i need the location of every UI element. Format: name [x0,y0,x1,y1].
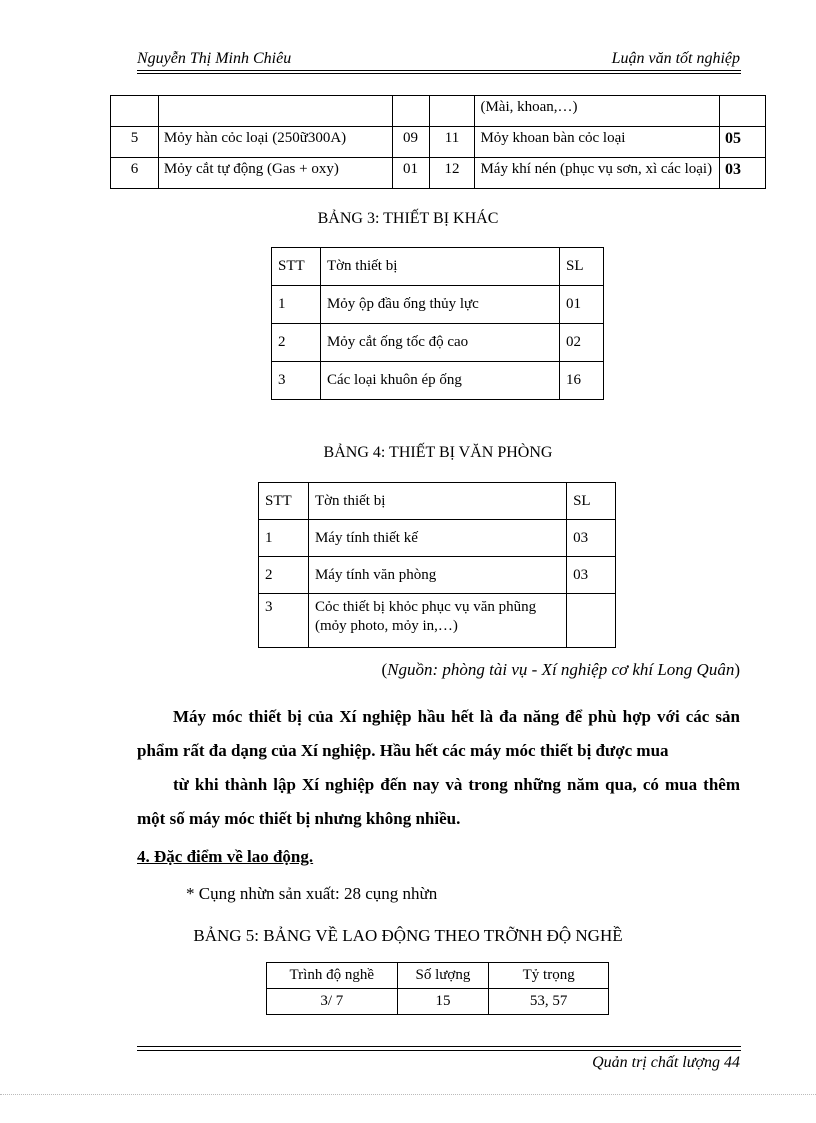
source-paren-close: ) [734,660,740,679]
table-cell: 3 [272,362,321,400]
table-header-cell: Trình độ nghề [267,963,398,989]
table-cell [429,96,475,127]
table-header-row [267,963,609,989]
table-cell: 53, 57 [489,989,609,1015]
header-rule [137,73,741,74]
table-cell: Các loại khuôn ép ống [320,362,559,400]
table4 [258,482,616,648]
table-row [272,362,604,400]
section-heading: 4. Đặc điểm về lao động. [137,847,314,866]
table4-caption: BẢNG 4: THIẾT BỊ VĂN PHÒNG [323,444,553,461]
table-cell: 5 [111,127,159,158]
page-boundary [0,1094,816,1095]
source-paren-open: ( [381,660,388,679]
table-row [111,96,766,127]
table-cell: 3/ 7 [267,989,398,1015]
table-header-cell: Tỷ trọng [489,963,609,989]
table-cell: 03 [567,557,616,594]
table3 [271,247,604,400]
table-cell [111,96,159,127]
source-text: Nguồn: phòng tài vụ - Xí nghiệp cơ khí Long Quân [387,660,735,679]
table-cell: 02 [560,324,604,362]
paragraph: Máy móc thiết bị của Xí nghiệp hầu hết là đa năng để phù hợp với các sản phẩm rất đa dạng của Xí nghiệp. Hầu hết các máy móc thiết bị được mua [137,707,740,760]
table-header-cell: Số lượng [397,963,489,989]
table-cell [567,594,616,648]
table-header-cell: SL [560,248,604,286]
table-cell: Mỏy cắt tự động (Gas + oxy) [158,158,392,189]
header-title: Luận văn tốt nghiệp [611,50,740,67]
table-cell: 1 [272,286,321,324]
table-row [267,989,609,1015]
table-cell: 03 [567,520,616,557]
source-note [382,660,741,680]
table-cell: Mỏy ộp đầu ống thủy lực [320,286,559,324]
table-cell: 6 [111,158,159,189]
table-cell: 01 [392,158,429,189]
table-row [272,286,604,324]
table-cell: 12 [429,158,475,189]
table-header-cell: Tờn thiết bị [308,483,566,520]
header-rule [137,70,741,71]
footer-rule [137,1046,741,1047]
table-cell [720,96,766,127]
table-header-cell: STT [259,483,309,520]
table-row [259,520,616,557]
table-cell: 3 [259,594,309,648]
table-cell [392,96,429,127]
table-cell: Máy tính thiết kế [308,520,566,557]
table-cell: 11 [429,127,475,158]
table-cell: Cỏc thiết bị khỏc phục vụ văn phũng (mỏy photo, mỏy in,…) [308,594,566,648]
bullet-text: * Cụng nhừn sản xuất: 28 cụng nhừn [186,884,438,903]
table-header-cell: STT [272,248,321,286]
table-row [111,127,766,158]
table-cell: 1 [259,520,309,557]
table-cell: 03 [720,158,766,189]
table-cell [158,96,392,127]
table-cell: 16 [560,362,604,400]
table-header-cell: SL [567,483,616,520]
footer-rule [137,1050,741,1051]
table-row [259,594,616,648]
table-cell: Mỏy khoan bàn cỏc loại [475,127,720,158]
table-cell: Mỏy hàn cỏc loại (250ữ300A) [158,127,392,158]
table-cell: 15 [397,989,489,1015]
table-cell: 2 [259,557,309,594]
table3-caption: BẢNG 3: THIẾT BỊ KHÁC [317,210,499,227]
table-cell: (Mài, khoan,…) [475,96,720,127]
table-cell: 01 [560,286,604,324]
table-row [272,324,604,362]
table-row [259,557,616,594]
table-header-row [259,483,616,520]
header-author: Nguyễn Thị Minh Chiêu [137,50,292,67]
table-row [111,158,766,189]
table-cell: 2 [272,324,321,362]
table5 [266,962,609,1015]
equipment-table-continued [110,95,766,189]
table-cell: 05 [720,127,766,158]
table-header-row [272,248,604,286]
footer-text: Quản trị chất lượng 44 [592,1054,740,1071]
table-cell: 09 [392,127,429,158]
table-header-cell: Tờn thiết bị [320,248,559,286]
table-cell: Máy khí nén (phục vụ sơn, xì các loại) [475,158,720,189]
table-cell: Mỏy cắt ống tốc độ cao [320,324,559,362]
table-cell: Máy tính văn phòng [308,557,566,594]
table5-caption: BẢNG 5: BẢNG VỀ LAO ĐỘNG THEO TRỠNH ĐỘ NGHỀ [193,926,623,945]
paragraph: từ khi thành lập Xí nghiệp đến nay và trong những năm qua, có mua thêm một số máy móc thiết bị nhưng không nhiều. [137,775,740,828]
